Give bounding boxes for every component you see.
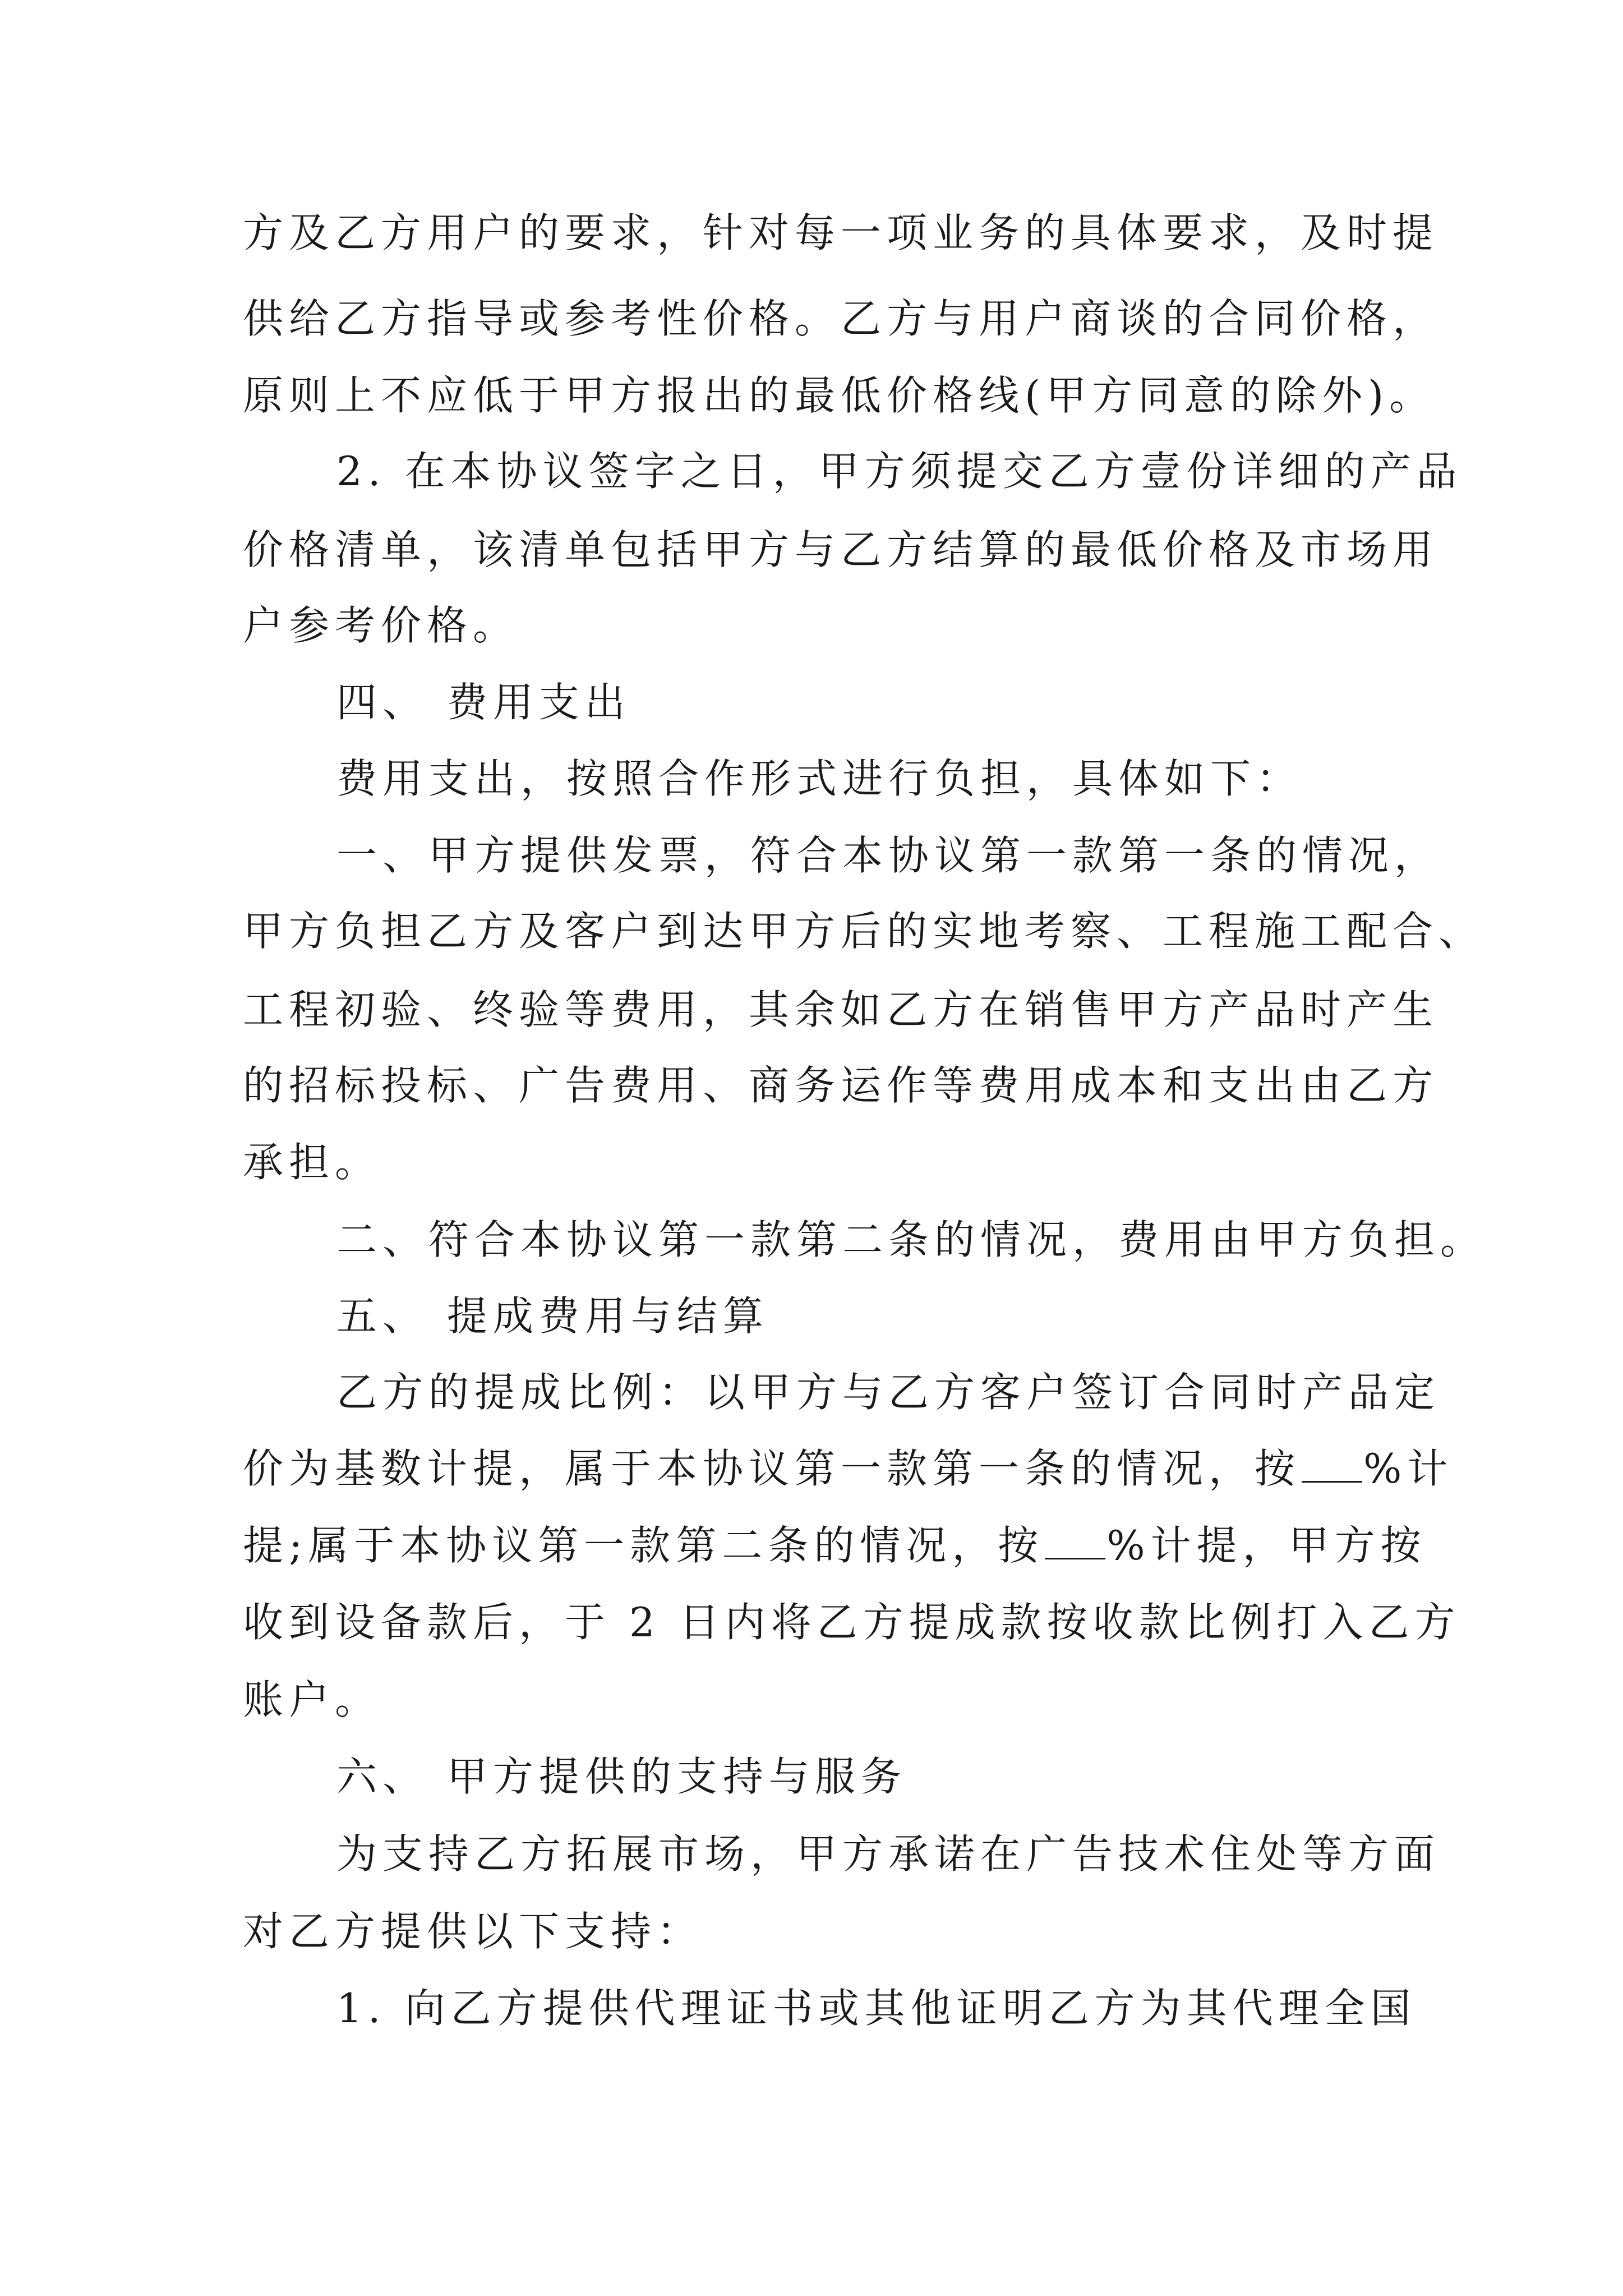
paragraph-line [243, 1441, 1453, 1497]
paragraph-line: 为支持乙方拓展市场，甲方承诺在广告技术住处等方面 [336, 1830, 1441, 1878]
paragraph-line: 一、甲方提供发票，符合本协议第一款第一条的情况， [336, 832, 1441, 879]
text-before-blank: 价为基数计提，属于本协议第一款第一条的情况，按 [243, 1445, 1301, 1492]
text-after-blank: %计提，甲方按 [1106, 1522, 1427, 1569]
text-before-blank: 提;属于本协议第一款第二条的情况，按 [243, 1522, 1044, 1569]
paragraph-line: 二、符合本协议第一款第二条的情况，费用由甲方负担。 [336, 1216, 1487, 1263]
paragraph-line: 价格清单，该清单包括甲方与乙方结算的最低价格及市场用 [243, 526, 1439, 573]
section-heading: 四、 费用支出 [336, 679, 631, 726]
paragraph-line: 方及乙方用户的要求，针对每一项业务的具体要求，及时提 [243, 209, 1439, 256]
paragraph-line: 甲方负担乙方及客户到达甲方后的实地考察、工程施工配合、 [243, 908, 1485, 955]
percentage-blank [1302, 1446, 1362, 1483]
paragraph-line: 对乙方提供以下支持： [243, 1908, 703, 1955]
section-heading: 五、 提成费用与结算 [336, 1292, 769, 1340]
paragraph-line: 1. 向乙方提供代理证书或其他证明乙方为其代理全国 [336, 1985, 1417, 2032]
paragraph-line: 乙方的提成比例：以甲方与乙方客户签订合同时产品定 [336, 1369, 1441, 1416]
paragraph-line: 费用支出，按照合作形式进行负担，具体如下： [336, 755, 1303, 802]
paragraph-line: 供给乙方指导或参考性价格。乙方与用户商谈的合同价格， [243, 295, 1439, 342]
percentage-blank [1045, 1523, 1105, 1559]
paragraph-line: 户参考价格。 [243, 602, 519, 649]
section-heading: 六、 甲方提供的支持与服务 [336, 1753, 907, 1800]
paragraph-line: 工程初验、终验等费用，其余如乙方在销售甲方产品时产生 [243, 986, 1439, 1033]
paragraph-line: 原则上不应低于甲方报出的最低价格线(甲方同意的除外)。 [243, 372, 1436, 419]
paragraph-line: 收到设备款后，于 2 日内将乙方提成款按收款比例打入乙方 [243, 1599, 1461, 1646]
paragraph-line: 的招标投标、广告费用、商务运作等费用成本和支出由乙方 [243, 1062, 1439, 1109]
paragraph-line: 账户。 [243, 1676, 381, 1723]
paragraph-line: 2. 在本协议签字之日，甲方须提交乙方壹份详细的产品 [336, 448, 1463, 495]
paragraph-line: 承担。 [243, 1139, 381, 1186]
text-after-blank: %计 [1363, 1445, 1454, 1492]
paragraph-line [243, 1517, 1427, 1573]
